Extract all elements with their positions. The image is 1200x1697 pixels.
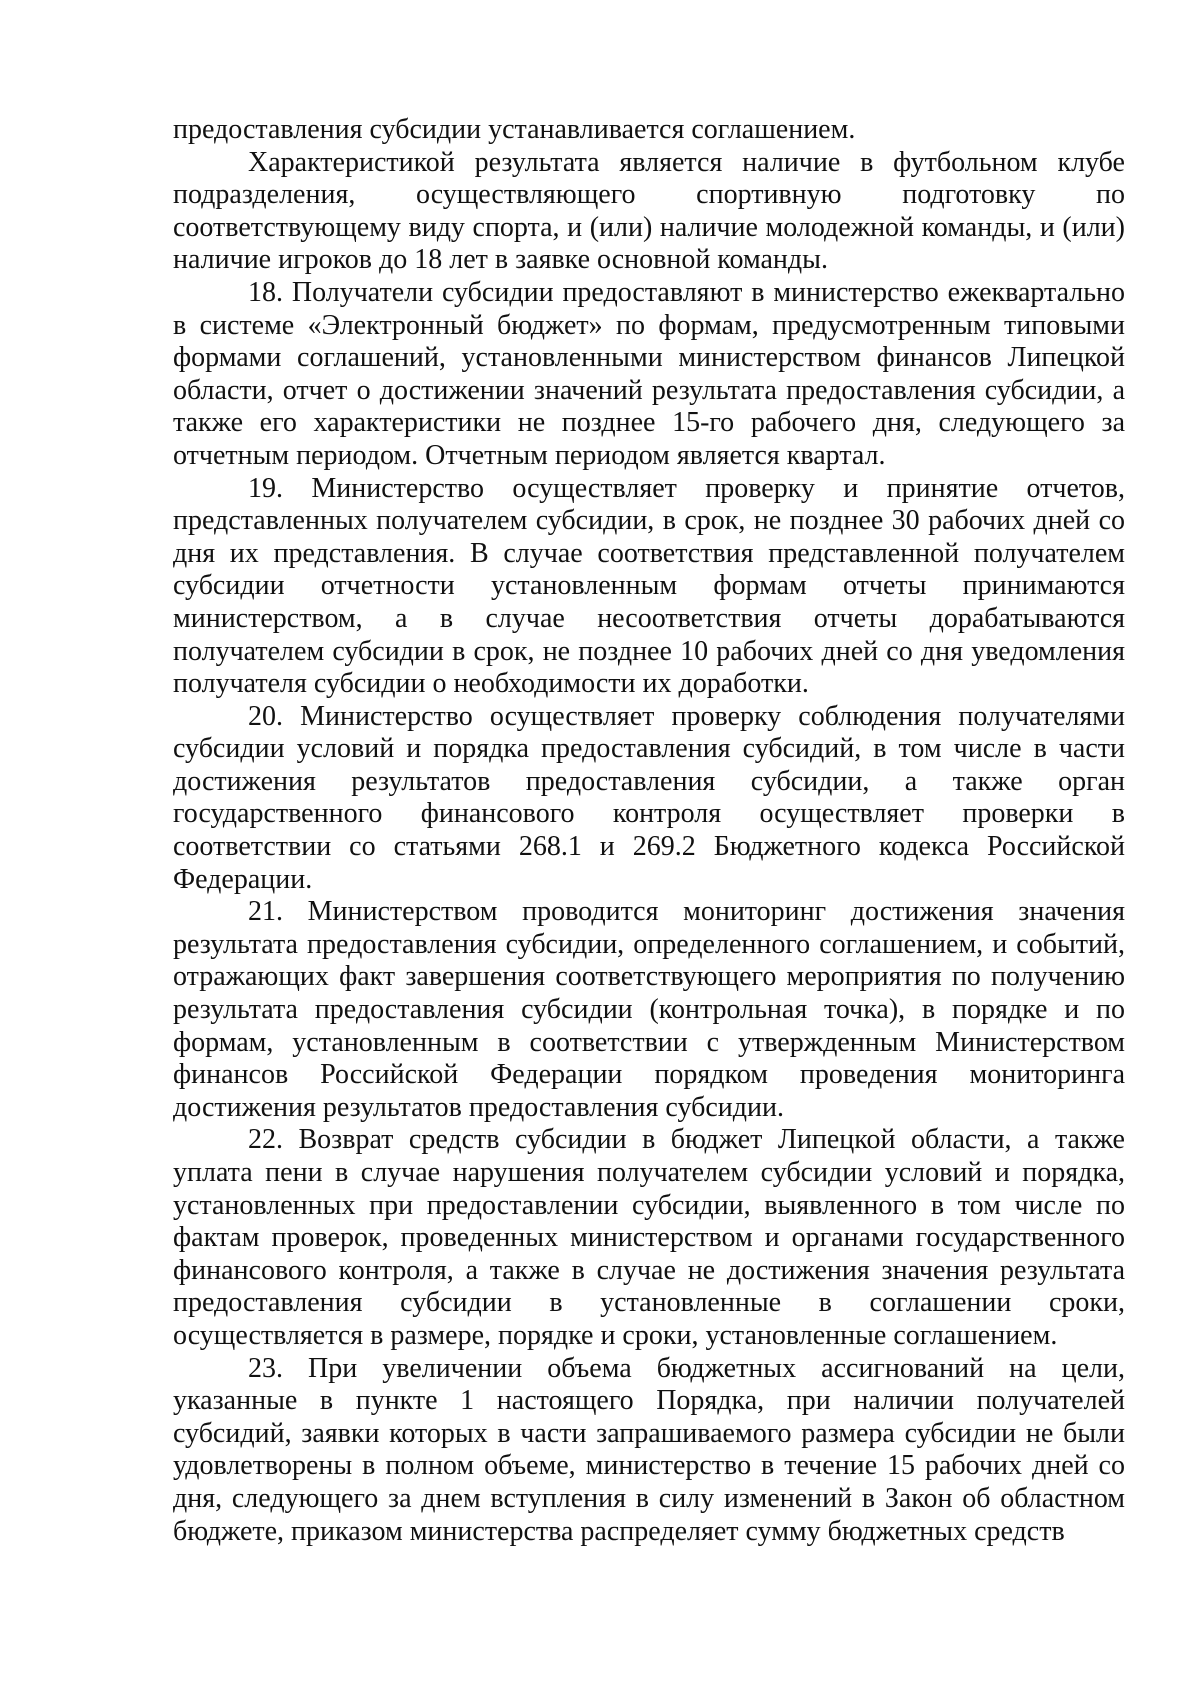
paragraph-18: 18. Получатели субсидии предоставляют в министерство ежеквартально в системе «Электронный бюджет» по формам, предусмотренным типовыми формами соглашений, установленными министерством финансов Липецкой области, отчет о достижении значений результата предоставления субсидии, а также его характеристики не позднее 15-го рабочего дня, следующего за отчетным периодом. Отчетным периодом является квартал. <box>173 276 1125 471</box>
paragraph-result-characteristic: Характеристикой результата является наличие в футбольном клубе подразделения, осуществляющего спортивную подготовку по соответствующему виду спорта, и (или) наличие молодежной команды, и (или) наличие игроков до 18 лет в заявке основной команды. <box>173 146 1125 276</box>
paragraph-22: 22. Возврат средств субсидии в бюджет Липецкой области, а также уплата пени в случае нарушения получателем субсидии условий и порядка, установленных при предоставлении субсидии, выявленного в том числе по фактам проверок, проведенных министерством и органами государственного финансового контроля, а также в случае не достижения значения результата предоставления субсидии в установленные в соглашении сроки, осуществляется в размере, порядке и сроки, установленные соглашением. <box>173 1124 1125 1351</box>
paragraph-continuation: предоставления субсидии устанавливается соглашением. <box>173 114 856 145</box>
document-body <box>173 114 1125 1548</box>
paragraph-19: 19. Министерство осуществляет проверку и принятие отчетов, представленных получателем субсидии, в срок, не позднее 30 рабочих дней со дня их представления. В случае соответствия представленной получателем субсидии отчетности установленным формам отчеты принимаются министерством, а в случае несоответствия отчеты дорабатываются получателем субсидии в срок, не позднее 10 рабочих дней со дня уведомления получателя субсидии о необходимости их доработки. <box>173 472 1125 700</box>
paragraph-20: 20. Министерство осуществляет проверку соблюдения получателями субсидии условий и порядка предоставления субсидий, в том числе в части достижения результатов предоставления субсидии, а также орган государственного финансового контроля осуществляет проверки в соответствии со статьями 268.1 и 269.2 Бюджетного кодекса Российской Федерации. <box>173 700 1125 895</box>
paragraph-23: 23. При увеличении объема бюджетных ассигнований на цели, указанные в пункте 1 настоящего Порядка, при наличии получателей субсидий, заявки которых в части запрашиваемого размера субсидии не были удовлетворены в полном объеме, министерство в течение 15 рабочих дней со дня, следующего за днем вступления в силу изменений в Закон об областном бюджете, приказом министерства распределяет сумму бюджетных средств <box>173 1352 1125 1547</box>
paragraph-21: 21. Министерством проводится мониторинг достижения значения результата предоставления субсидии, определенного соглашением, и событий, отражающих факт завершения соответствующего мероприятия по получению результата предоставления субсидии (контрольная точка), в порядке и по формам, установленным в соответствии с утвержденным Министерством финансов Российской Федерации порядком проведения мониторинга достижения результатов предоставления субсидии. <box>173 896 1125 1123</box>
